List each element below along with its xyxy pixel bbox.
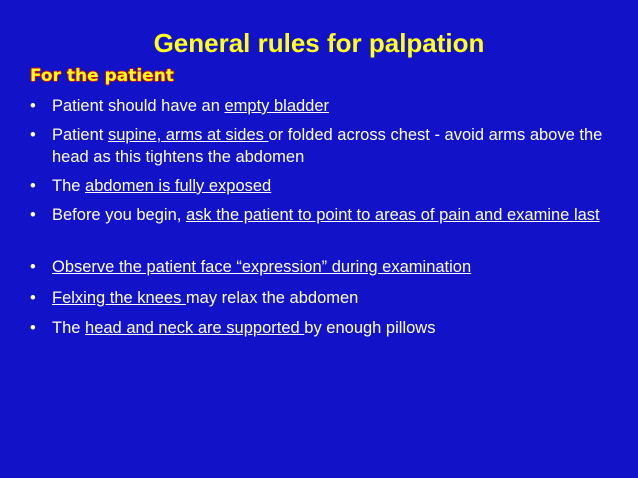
bullet-dot-icon: • [30, 97, 36, 115]
bullet-item-flex-knees [30, 287, 610, 309]
underlined-text-run: Observe the patient face “expression” during examination [52, 258, 472, 276]
text-run: Patient should have an [52, 97, 225, 115]
text-run: by enough pillows [304, 319, 436, 337]
slide-subheading: For the patient [30, 66, 174, 86]
bullet-text [52, 175, 610, 197]
underlined-text-run: abdomen is fully exposed [85, 177, 272, 195]
bullet-text [52, 95, 610, 117]
underlined-text-run: head and neck are supported [85, 319, 305, 337]
text-run: The [52, 319, 86, 337]
underlined-text-run: empty bladder [224, 97, 330, 115]
bullet-text [52, 256, 610, 278]
underlined-text-run: ask the patient to point to areas of pain and examine last [185, 206, 600, 224]
bullet-dot-icon: • [30, 258, 36, 276]
bullet-text [52, 317, 610, 339]
bullet-item-supine-position [30, 124, 610, 168]
bullet-dot-icon: • [30, 319, 36, 337]
underlined-text-run: Felxing the knees [52, 289, 186, 307]
bullet-text [52, 124, 610, 168]
bullet-dot-icon: • [30, 177, 36, 195]
text-run: The [52, 177, 86, 195]
bullet-dot-icon: • [30, 289, 36, 307]
text-run: Patient [52, 126, 108, 144]
underlined-text-run: supine, arms at sides [107, 126, 269, 144]
bullet-item-abdomen-exposed [30, 175, 610, 197]
bullet-dot-icon: • [30, 206, 36, 224]
text-run: Before you begin, [52, 206, 186, 224]
bullet-item-point-to-pain [30, 204, 610, 226]
bullet-item-head-supported [30, 317, 610, 339]
bullet-text [52, 204, 610, 226]
bullet-item-empty-bladder [30, 95, 610, 117]
bullet-dot-icon: • [30, 126, 36, 144]
slide-title: General rules for palpation [153, 28, 485, 58]
text-run: or folded across chest - avoid arms above the head as this tightens the abdomen [52, 126, 603, 166]
text-run: may relax the abdomen [185, 289, 359, 307]
bullet-item-observe-face [30, 256, 610, 278]
bullet-text [52, 287, 610, 309]
